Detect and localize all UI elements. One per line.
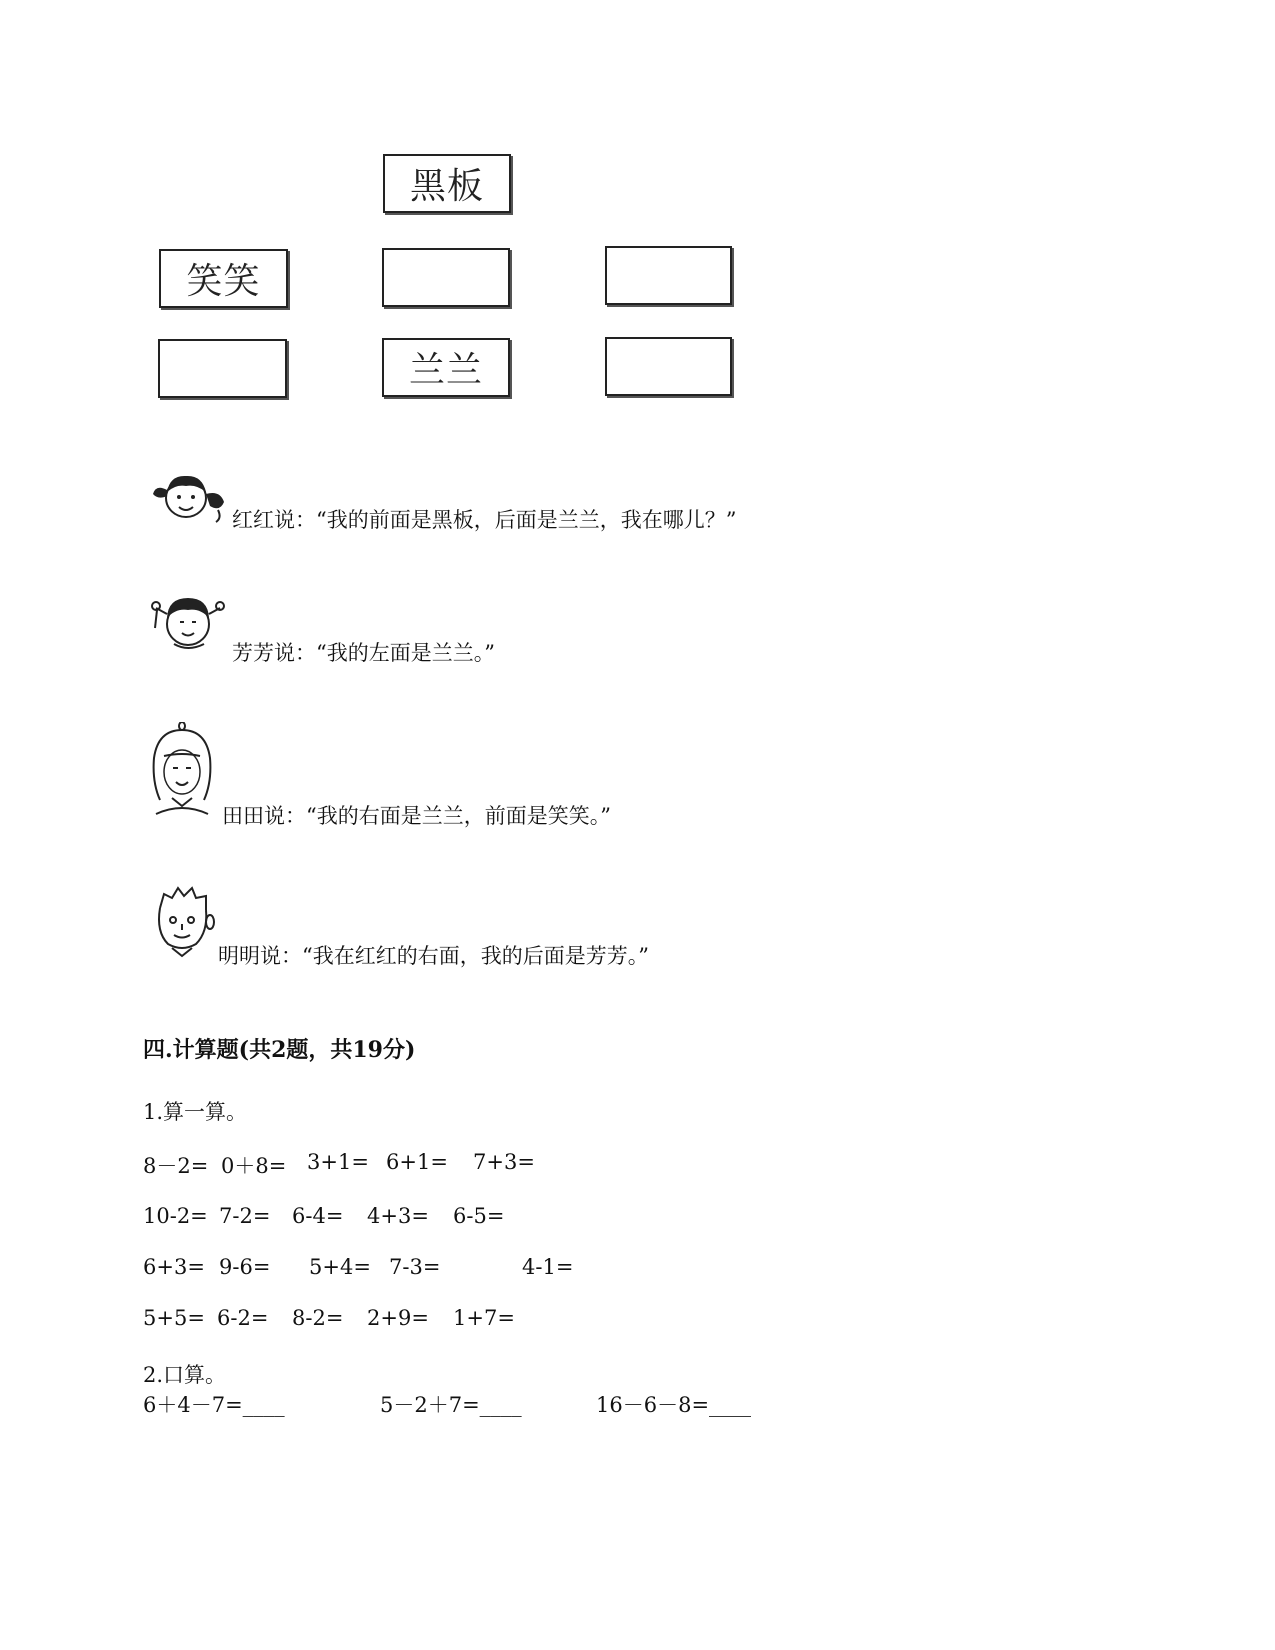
calc-item: 8－2= (143, 1154, 209, 1178)
calc-item: 8-2= (292, 1306, 344, 1330)
calc-item: 4+3= (367, 1204, 429, 1228)
calc-item: 6-5= (453, 1204, 505, 1228)
dialogue-fangfang: 芳芳说：“我的左面是兰兰。” (232, 641, 495, 665)
girl-pigtails-face-icon (150, 466, 230, 526)
oral-calc-item: 16－6－8=____ (596, 1393, 752, 1417)
calc-item: 9-6= (219, 1255, 271, 1279)
seat-lanlan: 兰兰 (382, 338, 510, 397)
dialogue-tiantian: 田田说：“我的右面是兰兰，前面是笑笑。” (222, 804, 611, 828)
boy-face-icon (148, 882, 218, 958)
calc-item: 6+3= (143, 1255, 205, 1279)
calc-item: 7-3= (389, 1255, 441, 1279)
calc-item: 3+1= (307, 1150, 369, 1174)
calc-item: 6+1= (386, 1150, 448, 1174)
seat-empty-front-right (605, 246, 732, 305)
oral-calc-item: 5－2＋7=____ (380, 1393, 522, 1417)
question-1-label: 1.算一算。 (143, 1100, 248, 1124)
calc-item: 5+4= (309, 1255, 371, 1279)
calc-item: 2+9= (367, 1306, 429, 1330)
seat-empty-front-middle (382, 248, 510, 307)
calc-item: 6-4= (292, 1204, 344, 1228)
seat-empty-back-left (158, 339, 287, 398)
calc-item: 1+7= (453, 1306, 515, 1330)
girl-bangs-face-icon (148, 588, 228, 658)
dialogue-mingming: 明明说：“我在红红的右面，我的后面是芳芳。” (218, 944, 649, 968)
calc-item: 4-1= (522, 1255, 574, 1279)
dialogue-honghong: 红红说：“我的前面是黑板，后面是兰兰，我在哪儿？” (232, 508, 737, 532)
seat-empty-back-right (605, 337, 732, 396)
calc-item: 7-2= (219, 1204, 271, 1228)
calc-item: 7+3= (473, 1150, 535, 1174)
seat-xiaoxiao: 笑笑 (159, 249, 288, 308)
calc-item: 5+5= (143, 1306, 205, 1330)
calc-item: 0＋8= (221, 1154, 287, 1178)
calc-item: 6-2= (217, 1306, 269, 1330)
girl-long-hair-face-icon (146, 722, 218, 818)
section-title: 四.计算题(共2题，共19分) (143, 1037, 416, 1063)
oral-calc-item: 6＋4－7=____ (143, 1393, 285, 1417)
calc-item: 10-2= (143, 1204, 208, 1228)
blackboard-box: 黑板 (383, 154, 511, 213)
question-2-label: 2.口算。 (143, 1363, 227, 1387)
